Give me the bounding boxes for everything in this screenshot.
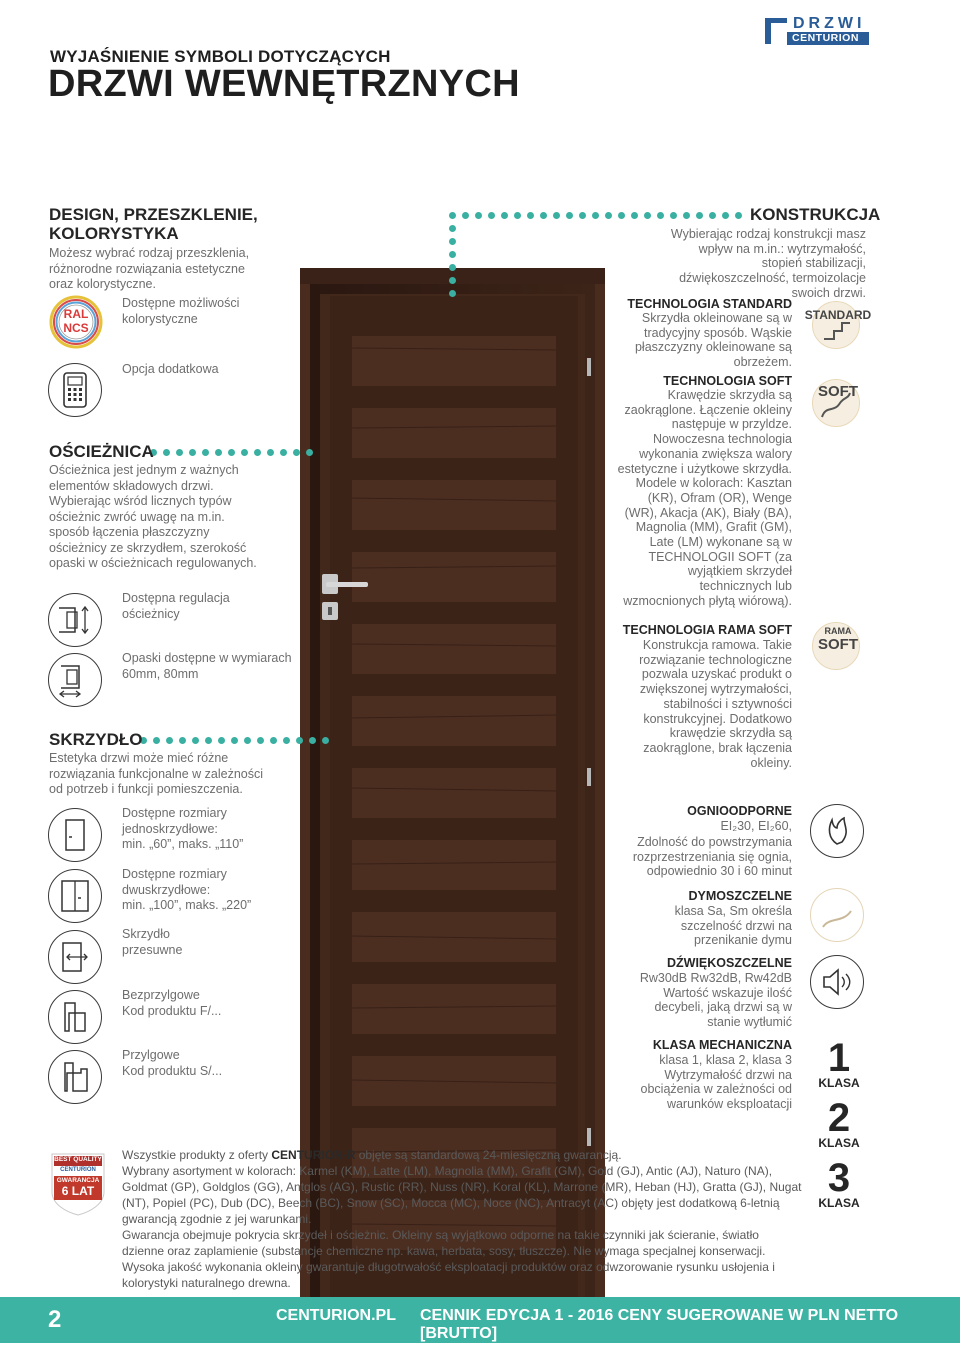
rama-title: TECHNOLOGIA RAMA SOFT <box>622 623 792 637</box>
sliding-door-icon <box>48 930 102 984</box>
keypad-phone-icon <box>48 363 102 417</box>
mech-title: KLASA MECHANICZNA <box>652 1038 792 1052</box>
trim-width-icon <box>48 653 102 707</box>
rama-badge-text: SOFT <box>818 636 858 653</box>
guarantee-p1-a: Wszystkie produkty z oferty <box>122 1148 272 1162</box>
ogn-title: OGNIOODPORNE <box>687 804 792 818</box>
frame-adjust-icon <box>48 593 102 647</box>
skrzydlo-text: Estetyka drzwi może mieć różne rozwiązania funkcjonalne w zależności od potrzeb i funkcji pomieszczenia. <box>49 751 264 796</box>
badge-line2: CENTURION <box>60 1167 96 1173</box>
dzw-title: DŹWIĘKOSZCZELNE <box>667 956 792 970</box>
speaker-icon <box>810 955 864 1009</box>
class-3-number: 3 <box>827 1156 851 1200</box>
skrzydlo-item-2: Dostępne rozmiary dwuskrzydłowe: min. „100”, maks. „220” <box>122 867 252 912</box>
standard-title: TECHNOLOGIA STANDARD <box>627 297 792 311</box>
double-door-icon <box>48 869 102 923</box>
logo-bottom-text: CENTURION <box>792 32 859 44</box>
badge-line3: GWARANCJA <box>56 1177 100 1184</box>
badge-line4: 6 LAT <box>61 1184 95 1198</box>
page-title: DRZWI WEWNĘTRZNYCH <box>48 63 520 105</box>
design-text: Możesz wybrać rodzaj przeszklenia, różnorodne rozwiązania estetyczne oraz kolorystyczne. <box>49 246 250 291</box>
oscieznica-icon2-label: Opaski dostępne w wymiarach 60mm, 80mm <box>122 651 292 681</box>
ral-text: RAL <box>63 307 89 321</box>
skrzydlo-item-5: Przylgowe Kod produktu S/... <box>122 1048 223 1078</box>
rama-badge-top-text: RAMA <box>824 626 852 636</box>
footer-edition: CENNIK EDYCJA 1 - 2016 CENY SUGEROWANE W PLN NETTO [BRUTTO] <box>420 1307 899 1342</box>
design-heading-2: KOLORYSTYKA <box>49 224 179 243</box>
class-1-icon <box>812 1036 866 1090</box>
skrzydlo-item-3: Skrzydło przesuwne <box>122 927 183 957</box>
dzw-text: Rw30dB Rw32dB, Rw42dB Wartość wskazuje ilość decybeli, jaką drzwi są w stanie wytłumić <box>639 971 792 1030</box>
rebated-door-icon <box>48 1050 102 1104</box>
class-3-icon <box>812 1156 866 1210</box>
oscieznica-heading: OŚCIEŻNICA <box>49 442 154 461</box>
class-1-number: 1 <box>827 1036 851 1080</box>
guarantee-p1-b: objęte są standardową 24-miesięczną gwarancją. <box>355 1148 622 1162</box>
skrzydlo-heading: SKRZYDŁO <box>49 730 143 749</box>
design-icon2-label: Opcja dodatkowa <box>122 362 219 376</box>
ogn-line1: EI₂30, EI₂60, <box>720 819 792 833</box>
footer-site-link[interactable]: CENTURION.PL <box>276 1307 396 1324</box>
oscieznica-icon1-label: Dostępna regulacja ościeżnicy <box>122 591 230 621</box>
design-heading-1: DESIGN, PRZESZKLENIE, <box>49 205 258 224</box>
standard-text: Skrzydła okleinowane są w tradycyjny sposób. Wąskie płaszczyzny okleinowane są obrzeżem. <box>634 311 792 370</box>
oscieznica-text: Ościeżnica jest jednym z ważnych elementów składowych drzwi. Wybierając wśród licznych typów ościeżnic zwróć uwagę na m.in. sposób łączenia płaszczyzny ościeżnicy ze skrzydłem, szerokość opaski w ościeżnicach regulowanych. <box>49 463 257 570</box>
dym-text: klasa Sa, Sm określa szczelność drzwi na przenikanie dymu <box>674 904 792 948</box>
page-number: 2 <box>48 1306 62 1333</box>
ncs-text: NCS <box>63 321 89 335</box>
smoke-tight-icon <box>810 888 864 942</box>
soft-text: Krawędzie skrzydła są zaokrąglone. Łączenie okleiny następuje w przyldze. Nowoczesna technologia wykonania zwiększa walory estetyczne i użytkowe skrzydła. Modele w kolorach: Kasztan (KR), Ofram (OR), Wenge (WR), Akacja (AK), Biały (BA), Magnolia (MM), Grafit (GM), Late (LM) wykonane są w TECHNOLOGII SOFT (za wyjątkiem skrzydeł technicznych lub wzmocnionych płytą wiórową). <box>617 388 792 608</box>
fire-resistant-icon <box>810 804 864 858</box>
guarantee-p1 <box>122 1147 802 1163</box>
soft-title: TECHNOLOGIA SOFT <box>663 374 792 388</box>
soft-badge-text: SOFT <box>818 383 858 400</box>
skrzydlo-item-1: Dostępne rozmiary jednoskrzydłowe: min. „60”, maks. „110” <box>122 806 244 851</box>
guarantee-shield-icon <box>50 1152 106 1216</box>
guarantee-p1-brand: CENTURION-R <box>271 1148 356 1162</box>
logo-top-text: DRZWI <box>793 15 866 32</box>
page-subtitle: WYJAŚNIENIE SYMBOLI DOTYCZĄCYCH <box>50 47 391 66</box>
standard-badge-text: STANDARD <box>804 308 872 322</box>
ogn-text: Zdolność do powstrzymania rozprzestrzeniania się ognia, odpowiednio 30 i 60 minut <box>632 835 792 879</box>
class-2-number: 2 <box>827 1096 851 1140</box>
konstrukcja-text: Wybierając rodzaj konstrukcji masz wpływ na m.in.: wytrzymałość, stopień stabilizacji, dźwiękoszczelność, termoizolacje swoich drzwi. <box>670 227 866 300</box>
single-door-icon <box>48 808 102 862</box>
class-1-word: KLASA <box>818 1076 860 1090</box>
class-3-word: KLASA <box>818 1196 860 1210</box>
guarantee-p2: Wybrany asortyment w kolorach: Karmel (KM), Latte (LM), Magnolia (MM), Grafit (GM), Gold (GJ), Antic (AJ), Naturo (NA), Goldmat (GP), Goldglos (GG), Antglos (AG), Rustic (RR), Nuss (NR), Koral (KL), Marrone (MR), Heban (HJ), Gratta (GJ), Nugat (NT), Popiel (PC), Dub (DC), Beech (BC), Snow (SC), Mocca (MC), Noce (NC), Antracyt (AC) objęty jest dodatkową 6-letnią gwarancją zgodnie z jej warunkami. <box>122 1164 802 1226</box>
mech-text: klasa 1, klasa 2, klasa 3 Wytrzymałość drzwi na obciążenia w zależności od warunków eksploatacji <box>640 1053 792 1112</box>
dym-title: DYMOSZCZELNE <box>688 889 792 903</box>
design-icon1-label: Dostępne możliwości kolorystyczne <box>122 296 240 326</box>
guarantee-p3: Gwarancja obejmuje pokrycia skrzydeł i ościeżnic. Okleiny są wyjątkowo odporne na takie czynniki jak ścieranie, światło dzienne oraz zaplamienie (substancje chemiczne np. kawa, herbata, sosy, tłuszcze). Nie wymaga specjalnej konserwacji. Wysoka jakość wykonania okleiny gwarantuje długotrwałość eksploatacji produktów oraz odwzorowanie rysunku usłojenia i kolorystyki naturalnego drewna. <box>122 1228 775 1290</box>
ral-ncs-icon <box>49 295 103 349</box>
brand-logo <box>765 16 869 46</box>
konstrukcja-heading: KONSTRUKCJA <box>750 205 881 224</box>
skrzydlo-item-4: Bezprzylgowe Kod produktu F/... <box>122 988 222 1018</box>
class-2-icon <box>812 1096 866 1150</box>
class-2-word: KLASA <box>818 1136 860 1150</box>
badge-line1: BEST QUALITY <box>54 1156 102 1163</box>
flush-door-icon <box>48 990 102 1044</box>
rama-text: Konstrukcja ramowa. Takie rozwiązanie technologiczne pozwala uzyskać produkt o zwiększonej wytrzymałości, stabilności i sztywności konstrukcyjnej. Dodatkowo krawędzie skrzydła są zaokrąglone, brak łączenia okleiny. <box>639 638 792 770</box>
